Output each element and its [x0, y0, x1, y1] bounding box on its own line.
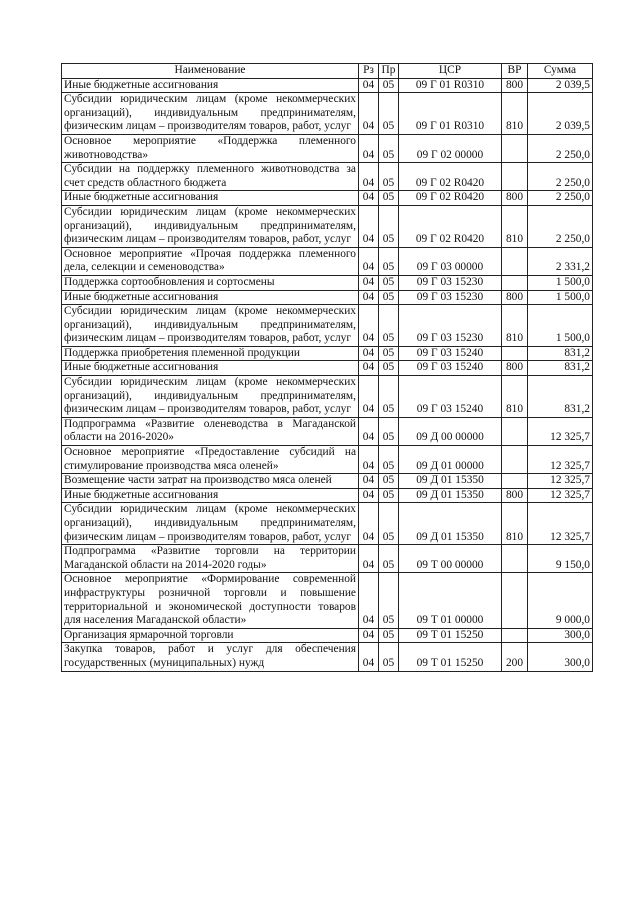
- cell-rz: 04: [359, 205, 379, 247]
- cell-csr: 09 Д 01 15350: [399, 503, 502, 545]
- table-row: [62, 628, 593, 643]
- header-pr: Пр: [379, 64, 399, 79]
- table-row: [62, 361, 593, 376]
- cell-pr: 05: [379, 446, 399, 474]
- cell-rz: 04: [359, 78, 379, 93]
- cell-rz: 04: [359, 545, 379, 573]
- cell-csr: 09 Г 03 15240: [399, 346, 502, 361]
- cell-rz: 04: [359, 305, 379, 347]
- cell-name: Подпрограмма «Развитие оленеводства в Магаданской области на 2016-2020»: [62, 417, 359, 445]
- cell-pr: 05: [379, 376, 399, 418]
- table-row: [62, 247, 593, 275]
- cell-sum: 1 500,0: [528, 290, 593, 305]
- cell-pr: 05: [379, 346, 399, 361]
- cell-name: Основное мероприятие «Поддержка племенного животноводства»: [62, 134, 359, 162]
- cell-rz: 04: [359, 191, 379, 206]
- cell-sum: 12 325,7: [528, 446, 593, 474]
- cell-vr: [502, 446, 528, 474]
- table-header-row: [62, 64, 593, 79]
- cell-pr: 05: [379, 573, 399, 628]
- cell-pr: 05: [379, 361, 399, 376]
- cell-name: Подпрограмма «Развитие торговли на территории Магаданской области на 2014-2020 годы»: [62, 545, 359, 573]
- cell-csr: 09 Г 03 15230: [399, 305, 502, 347]
- cell-name: Субсидии юридическим лицам (кроме некоммерческих организаций), индивидуальным предпринимателям, физическим лицам – производителям товаров, работ, услуг: [62, 503, 359, 545]
- cell-vr: [502, 545, 528, 573]
- header-name: Наименование: [62, 64, 359, 79]
- cell-name: Организация ярмарочной торговли: [62, 628, 359, 643]
- cell-pr: 05: [379, 488, 399, 503]
- cell-csr: 09 Т 00 00000: [399, 545, 502, 573]
- cell-name: Субсидии юридическим лицам (кроме некоммерческих организаций), индивидуальным предпринимателям, физическим лицам – производителям товаров, работ, услуг: [62, 93, 359, 135]
- table-row: [62, 134, 593, 162]
- cell-sum: 831,2: [528, 376, 593, 418]
- cell-sum: 1 500,0: [528, 305, 593, 347]
- cell-pr: 05: [379, 134, 399, 162]
- cell-csr: 09 Г 02 R0420: [399, 205, 502, 247]
- cell-sum: 2 250,0: [528, 205, 593, 247]
- table-row: [62, 290, 593, 305]
- cell-sum: 300,0: [528, 643, 593, 671]
- header-sum: Сумма: [528, 64, 593, 79]
- cell-name: Иные бюджетные ассигнования: [62, 361, 359, 376]
- cell-csr: 09 Г 03 15230: [399, 275, 502, 290]
- cell-rz: 04: [359, 417, 379, 445]
- cell-pr: 05: [379, 643, 399, 671]
- cell-rz: 04: [359, 474, 379, 489]
- cell-vr: 810: [502, 376, 528, 418]
- cell-vr: 810: [502, 305, 528, 347]
- cell-sum: 300,0: [528, 628, 593, 643]
- cell-rz: 04: [359, 163, 379, 191]
- cell-sum: 2 331,2: [528, 247, 593, 275]
- budget-table: [61, 63, 593, 672]
- cell-pr: 05: [379, 247, 399, 275]
- cell-name: Поддержка приобретения племенной продукции: [62, 346, 359, 361]
- cell-name: Иные бюджетные ассигнования: [62, 290, 359, 305]
- cell-vr: 810: [502, 503, 528, 545]
- cell-rz: 04: [359, 628, 379, 643]
- table-row: [62, 573, 593, 628]
- cell-pr: 05: [379, 93, 399, 135]
- cell-sum: 9 000,0: [528, 573, 593, 628]
- cell-sum: 9 150,0: [528, 545, 593, 573]
- cell-pr: 05: [379, 290, 399, 305]
- cell-csr: 09 Г 03 15240: [399, 376, 502, 418]
- cell-sum: 12 325,7: [528, 488, 593, 503]
- cell-name: Закупка товаров, работ и услуг для обеспечения государственных (муниципальных) нужд: [62, 643, 359, 671]
- cell-pr: 05: [379, 305, 399, 347]
- cell-vr: 800: [502, 488, 528, 503]
- cell-name: Субсидии юридическим лицам (кроме некоммерческих организаций), индивидуальным предпринимателям, физическим лицам – производителям товаров, работ, услуг: [62, 305, 359, 347]
- table-row: [62, 474, 593, 489]
- cell-csr: 09 Г 03 15230: [399, 290, 502, 305]
- cell-vr: [502, 346, 528, 361]
- cell-csr: 09 Д 00 00000: [399, 417, 502, 445]
- cell-vr: [502, 417, 528, 445]
- cell-rz: 04: [359, 503, 379, 545]
- cell-rz: 04: [359, 134, 379, 162]
- cell-csr: 09 Д 01 00000: [399, 446, 502, 474]
- cell-pr: 05: [379, 474, 399, 489]
- cell-name: Субсидии юридическим лицам (кроме некоммерческих организаций), индивидуальным предпринимателям, физическим лицам – производителям товаров, работ, услуг: [62, 376, 359, 418]
- cell-rz: 04: [359, 346, 379, 361]
- cell-rz: 04: [359, 275, 379, 290]
- cell-rz: 04: [359, 446, 379, 474]
- cell-vr: 800: [502, 361, 528, 376]
- cell-vr: [502, 573, 528, 628]
- cell-sum: 2 250,0: [528, 134, 593, 162]
- cell-vr: [502, 275, 528, 290]
- cell-sum: 1 500,0: [528, 275, 593, 290]
- table-row: [62, 275, 593, 290]
- cell-csr: 09 Т 01 15250: [399, 628, 502, 643]
- table-row: [62, 346, 593, 361]
- table-row: [62, 93, 593, 135]
- cell-sum: 12 325,7: [528, 503, 593, 545]
- table-row: [62, 305, 593, 347]
- cell-rz: 04: [359, 247, 379, 275]
- cell-sum: 12 325,7: [528, 474, 593, 489]
- header-rz: Рз: [359, 64, 379, 79]
- cell-vr: [502, 134, 528, 162]
- cell-rz: 04: [359, 93, 379, 135]
- cell-pr: 05: [379, 628, 399, 643]
- header-csr: ЦСР: [399, 64, 502, 79]
- cell-csr: 09 Т 01 15250: [399, 643, 502, 671]
- cell-pr: 05: [379, 205, 399, 247]
- cell-vr: 800: [502, 78, 528, 93]
- table-row: [62, 643, 593, 671]
- cell-name: Поддержка сортообновления и сортосмены: [62, 275, 359, 290]
- table-row: [62, 78, 593, 93]
- cell-name: Иные бюджетные ассигнования: [62, 488, 359, 503]
- cell-csr: 09 Г 02 R0420: [399, 163, 502, 191]
- table-row: [62, 376, 593, 418]
- cell-csr: 09 Д 01 15350: [399, 474, 502, 489]
- table-row: [62, 446, 593, 474]
- table-row: [62, 545, 593, 573]
- table-body: [62, 78, 593, 671]
- cell-vr: 800: [502, 290, 528, 305]
- cell-name: Основное мероприятие «Прочая поддержка племенного дела, селекции и семеноводства»: [62, 247, 359, 275]
- cell-name: Основное мероприятие «Формирование современной инфраструктуры розничной торговли и повышение территориальной и экономической доступности товаров для населения Магаданской области»: [62, 573, 359, 628]
- cell-name: Субсидии юридическим лицам (кроме некоммерческих организаций), индивидуальным предпринимателям, физическим лицам – производителям товаров, работ, услуг: [62, 205, 359, 247]
- cell-pr: 05: [379, 191, 399, 206]
- cell-pr: 05: [379, 275, 399, 290]
- cell-csr: 09 Г 02 R0420: [399, 191, 502, 206]
- table-row: [62, 488, 593, 503]
- cell-rz: 04: [359, 290, 379, 305]
- cell-rz: 04: [359, 361, 379, 376]
- cell-rz: 04: [359, 488, 379, 503]
- cell-csr: 09 Г 03 00000: [399, 247, 502, 275]
- cell-sum: 2 039,5: [528, 78, 593, 93]
- header-vr: ВР: [502, 64, 528, 79]
- cell-csr: 09 Т 01 00000: [399, 573, 502, 628]
- table-row: [62, 417, 593, 445]
- cell-sum: 2 250,0: [528, 191, 593, 206]
- cell-csr: 09 Г 03 15240: [399, 361, 502, 376]
- cell-pr: 05: [379, 78, 399, 93]
- cell-pr: 05: [379, 503, 399, 545]
- cell-vr: 800: [502, 191, 528, 206]
- cell-csr: 09 Г 01 R0310: [399, 78, 502, 93]
- cell-vr: [502, 247, 528, 275]
- cell-vr: 200: [502, 643, 528, 671]
- cell-sum: 831,2: [528, 346, 593, 361]
- cell-csr: 09 Г 02 00000: [399, 134, 502, 162]
- cell-sum: 2 039,5: [528, 93, 593, 135]
- cell-name: Иные бюджетные ассигнования: [62, 78, 359, 93]
- cell-vr: 810: [502, 205, 528, 247]
- cell-name: Субсидии на поддержку племенного животноводства за счет средств областного бюджета: [62, 163, 359, 191]
- cell-vr: [502, 163, 528, 191]
- cell-vr: [502, 474, 528, 489]
- table-row: [62, 163, 593, 191]
- table-row: [62, 503, 593, 545]
- cell-name: Основное мероприятие «Предоставление субсидий на стимулирование производства мяса оленей»: [62, 446, 359, 474]
- cell-sum: 2 250,0: [528, 163, 593, 191]
- cell-csr: 09 Г 01 R0310: [399, 93, 502, 135]
- table-row: [62, 205, 593, 247]
- cell-vr: 810: [502, 93, 528, 135]
- cell-name: Иные бюджетные ассигнования: [62, 191, 359, 206]
- cell-pr: 05: [379, 163, 399, 191]
- cell-rz: 04: [359, 573, 379, 628]
- cell-vr: [502, 628, 528, 643]
- cell-pr: 05: [379, 417, 399, 445]
- cell-sum: 12 325,7: [528, 417, 593, 445]
- cell-sum: 831,2: [528, 361, 593, 376]
- table-row: [62, 191, 593, 206]
- cell-pr: 05: [379, 545, 399, 573]
- cell-rz: 04: [359, 376, 379, 418]
- cell-name: Возмещение части затрат на производство мяса оленей: [62, 474, 359, 489]
- cell-csr: 09 Д 01 15350: [399, 488, 502, 503]
- cell-rz: 04: [359, 643, 379, 671]
